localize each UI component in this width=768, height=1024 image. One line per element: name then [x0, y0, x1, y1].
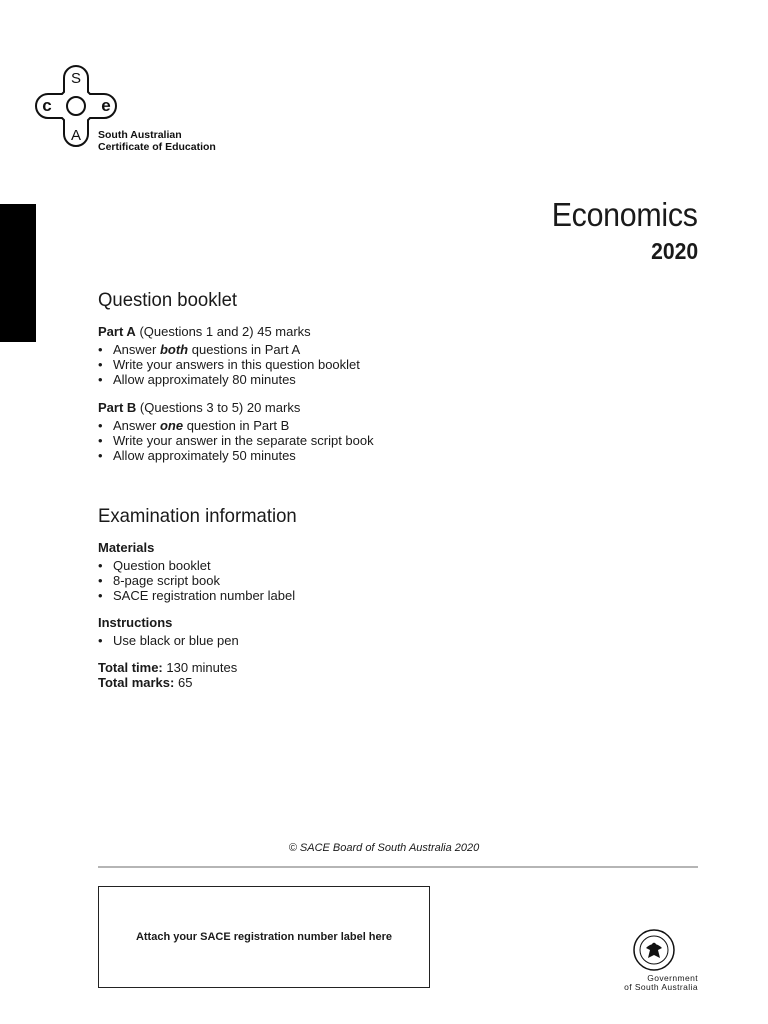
exam-year: 2020	[650, 238, 698, 264]
gov-line-2: of South Australia	[624, 982, 698, 992]
part-a-heading	[98, 324, 618, 339]
part-a-label: Part A	[98, 324, 136, 339]
instructions-label: Instructions	[98, 615, 173, 630]
list-item: • Answer both questions in Part A	[98, 342, 618, 357]
logo-letter-s: S	[70, 70, 82, 87]
exam-info-heading: Examination information	[98, 505, 297, 527]
list-item: • Question booklet	[98, 558, 618, 573]
divider	[98, 866, 698, 868]
logo-letter-c: c	[42, 96, 52, 115]
question-booklet-heading: Question booklet	[98, 289, 238, 311]
part-b-details: (Questions 3 to 5) 20 marks	[139, 400, 301, 415]
materials-list	[98, 558, 618, 603]
part-a-bullets	[98, 342, 618, 387]
list-item: • 8-page script book	[98, 573, 618, 588]
list-item: • Write your answers in this question booklet	[98, 357, 618, 372]
main-content	[98, 288, 618, 690]
government-wordmark	[596, 974, 698, 992]
total-time: Total time: 130 minutes	[98, 660, 238, 675]
side-tab-marker	[0, 204, 36, 342]
list-item: • Answer one question in Part B	[98, 418, 618, 433]
list-item: • Use black or blue pen	[98, 633, 618, 648]
part-a-details: (Questions 1 and 2) 45 marks	[139, 324, 311, 339]
instructions-list	[98, 633, 618, 648]
logo-line-1: South Australian	[98, 129, 182, 141]
logo-letter-a: A	[70, 127, 82, 144]
part-b-bullets	[98, 418, 618, 463]
list-item: • Write your answer in the separate script book	[98, 433, 618, 448]
subject-title: Economics	[551, 196, 698, 233]
label-box-text: Attach your SACE registration number label here	[135, 931, 393, 943]
gov-line-1: Government	[647, 973, 698, 983]
list-item: • Allow approximately 50 minutes	[98, 448, 618, 463]
government-crest-icon	[632, 928, 676, 972]
list-item: • SACE registration number label	[98, 588, 618, 603]
list-item: • Allow approximately 80 minutes	[98, 372, 618, 387]
part-b-label: Part B	[98, 400, 137, 415]
sace-logo-wordmark	[98, 130, 216, 153]
registration-label-box	[98, 886, 430, 988]
logo-letter-e: e	[101, 96, 111, 115]
copyright-notice: © SACE Board of South Australia 2020	[288, 842, 480, 854]
logo-line-2: Certificate of Education	[98, 140, 216, 153]
total-marks: Total marks: 65	[98, 675, 193, 690]
materials-label: Materials	[98, 540, 155, 555]
part-b-heading	[98, 400, 618, 415]
